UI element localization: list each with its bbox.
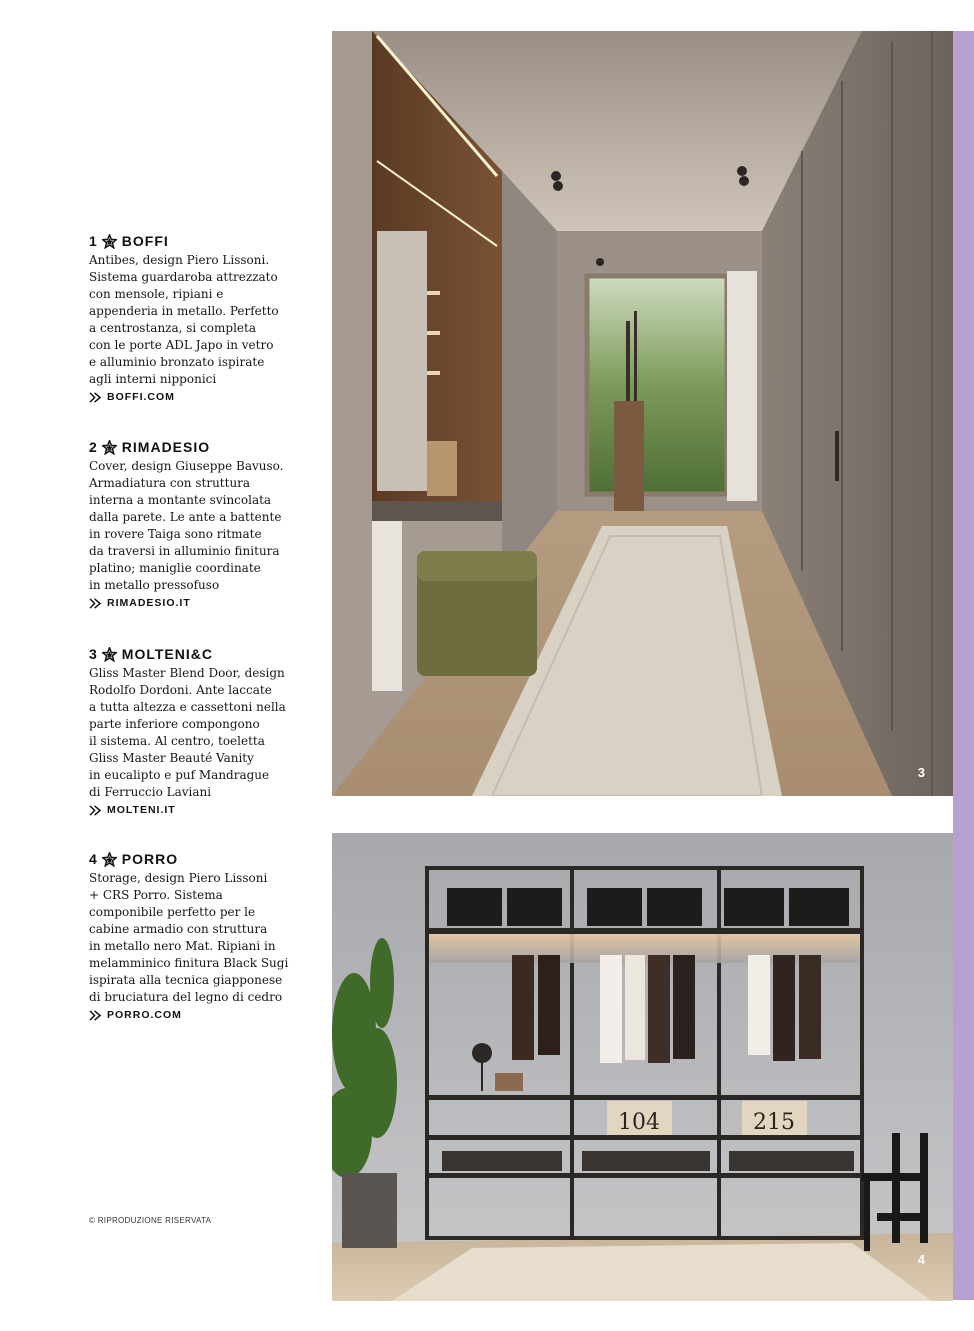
description-line: Gliss Master Beauté Vanity [89,751,254,765]
copyright-notice: © RIPRODUZIONE RISERVATA [89,1216,212,1225]
chevron-right-icon [89,392,102,403]
description-line: il sistema. Al centro, toeletta [89,734,265,748]
description-line: in metallo pressofuso [89,578,220,592]
description-line: da traversi in alluminio finitura [89,544,280,558]
star-icon [102,647,117,662]
brand-name: RIMADESIO [121,439,211,455]
description-line: con mensole, ripiani e [89,287,224,301]
entry-number: 1 [89,233,98,249]
photo-number: 3 [917,765,925,780]
entry-boffi [89,232,294,404]
description-line: di Ferruccio Laviani [89,785,212,799]
brand-name: BOFFI [121,233,169,249]
brand-link[interactable] [89,803,294,817]
entry-rimadesio [89,438,294,610]
link-text[interactable]: MOLTENI.IT [107,804,176,816]
link-text[interactable]: PORRO.COM [107,1009,182,1021]
entry-description [89,458,294,594]
brand-name: MOLTENI&C [121,646,213,662]
chevron-right-icon [89,1010,102,1021]
photo-molteni-wardrobe [332,31,953,796]
description-line: interna a montante svincolata [89,493,272,507]
description-line: cabine armadio con struttura [89,922,268,936]
description-line: Storage, design Piero Lissoni [89,871,268,885]
description-line: Cover, design Giuseppe Bavuso. [89,459,284,473]
entry-number: 3 [89,646,98,662]
brand-name: PORRO [121,851,179,867]
brand-link[interactable] [89,1008,294,1022]
entry-title [89,232,294,251]
description-line: e alluminio bronzato ispirate [89,355,265,369]
star-icon [102,234,117,249]
description-line: con le porte ADL Japo in vetro [89,338,274,352]
description-line: platino; maniglie coordinate [89,561,261,575]
description-line: parte inferiore compongono [89,717,260,731]
entry-number: 2 [89,439,98,455]
description-line: ispirata alla tecnica giapponese [89,973,283,987]
star-icon [102,440,117,455]
description-line: in metallo nero Mat. Ripiani in [89,939,276,953]
brand-link[interactable] [89,596,294,610]
star-icon [102,852,117,867]
photo-porro-storage [332,833,953,1301]
description-line: Armadiatura con struttura [89,476,251,490]
entry-number: 4 [89,851,98,867]
box-label: 104 [618,1110,660,1135]
link-text[interactable]: RIMADESIO.IT [107,597,191,609]
description-line: appenderia in metallo. Perfetto [89,304,279,318]
entry-description [89,252,294,388]
accent-band [953,31,974,1300]
description-line: Rodolfo Dordoni. Ante laccate [89,683,272,697]
description-line: agli interni nipponici [89,372,217,386]
description-line: Sistema guardaroba attrezzato [89,270,278,284]
link-text[interactable]: BOFFI.COM [107,391,175,403]
entry-description [89,665,294,801]
entry-title [89,438,294,457]
description-line: Antibes, design Piero Lissoni. [89,253,270,267]
description-line: melamminico finitura Black Sugi [89,956,289,970]
description-line: a tutta altezza e cassettoni nella [89,700,286,714]
wardrobe-corridor-image [332,31,953,796]
box-label: 215 [753,1110,795,1135]
entry-porro [89,850,294,1022]
entry-molteni [89,645,294,817]
chevron-right-icon [89,805,102,816]
entry-description [89,870,294,1006]
description-line: + CRS Porro. Sistema [89,888,223,902]
description-line: dalla parete. Le ante a battente [89,510,282,524]
entry-title [89,850,294,869]
storage-system-image [332,833,953,1301]
description-line: componibile perfetto per le [89,905,256,919]
brand-link[interactable] [89,390,294,404]
description-line: Gliss Master Blend Door, design [89,666,285,680]
description-line: di bruciatura del legno di cedro [89,990,283,1004]
chevron-right-icon [89,598,102,609]
description-line: in rovere Taiga sono ritmate [89,527,262,541]
entry-title [89,645,294,664]
description-line: in eucalipto e puf Mandrague [89,768,270,782]
photo-number: 4 [917,1252,925,1267]
description-line: a centrostanza, si completa [89,321,257,335]
